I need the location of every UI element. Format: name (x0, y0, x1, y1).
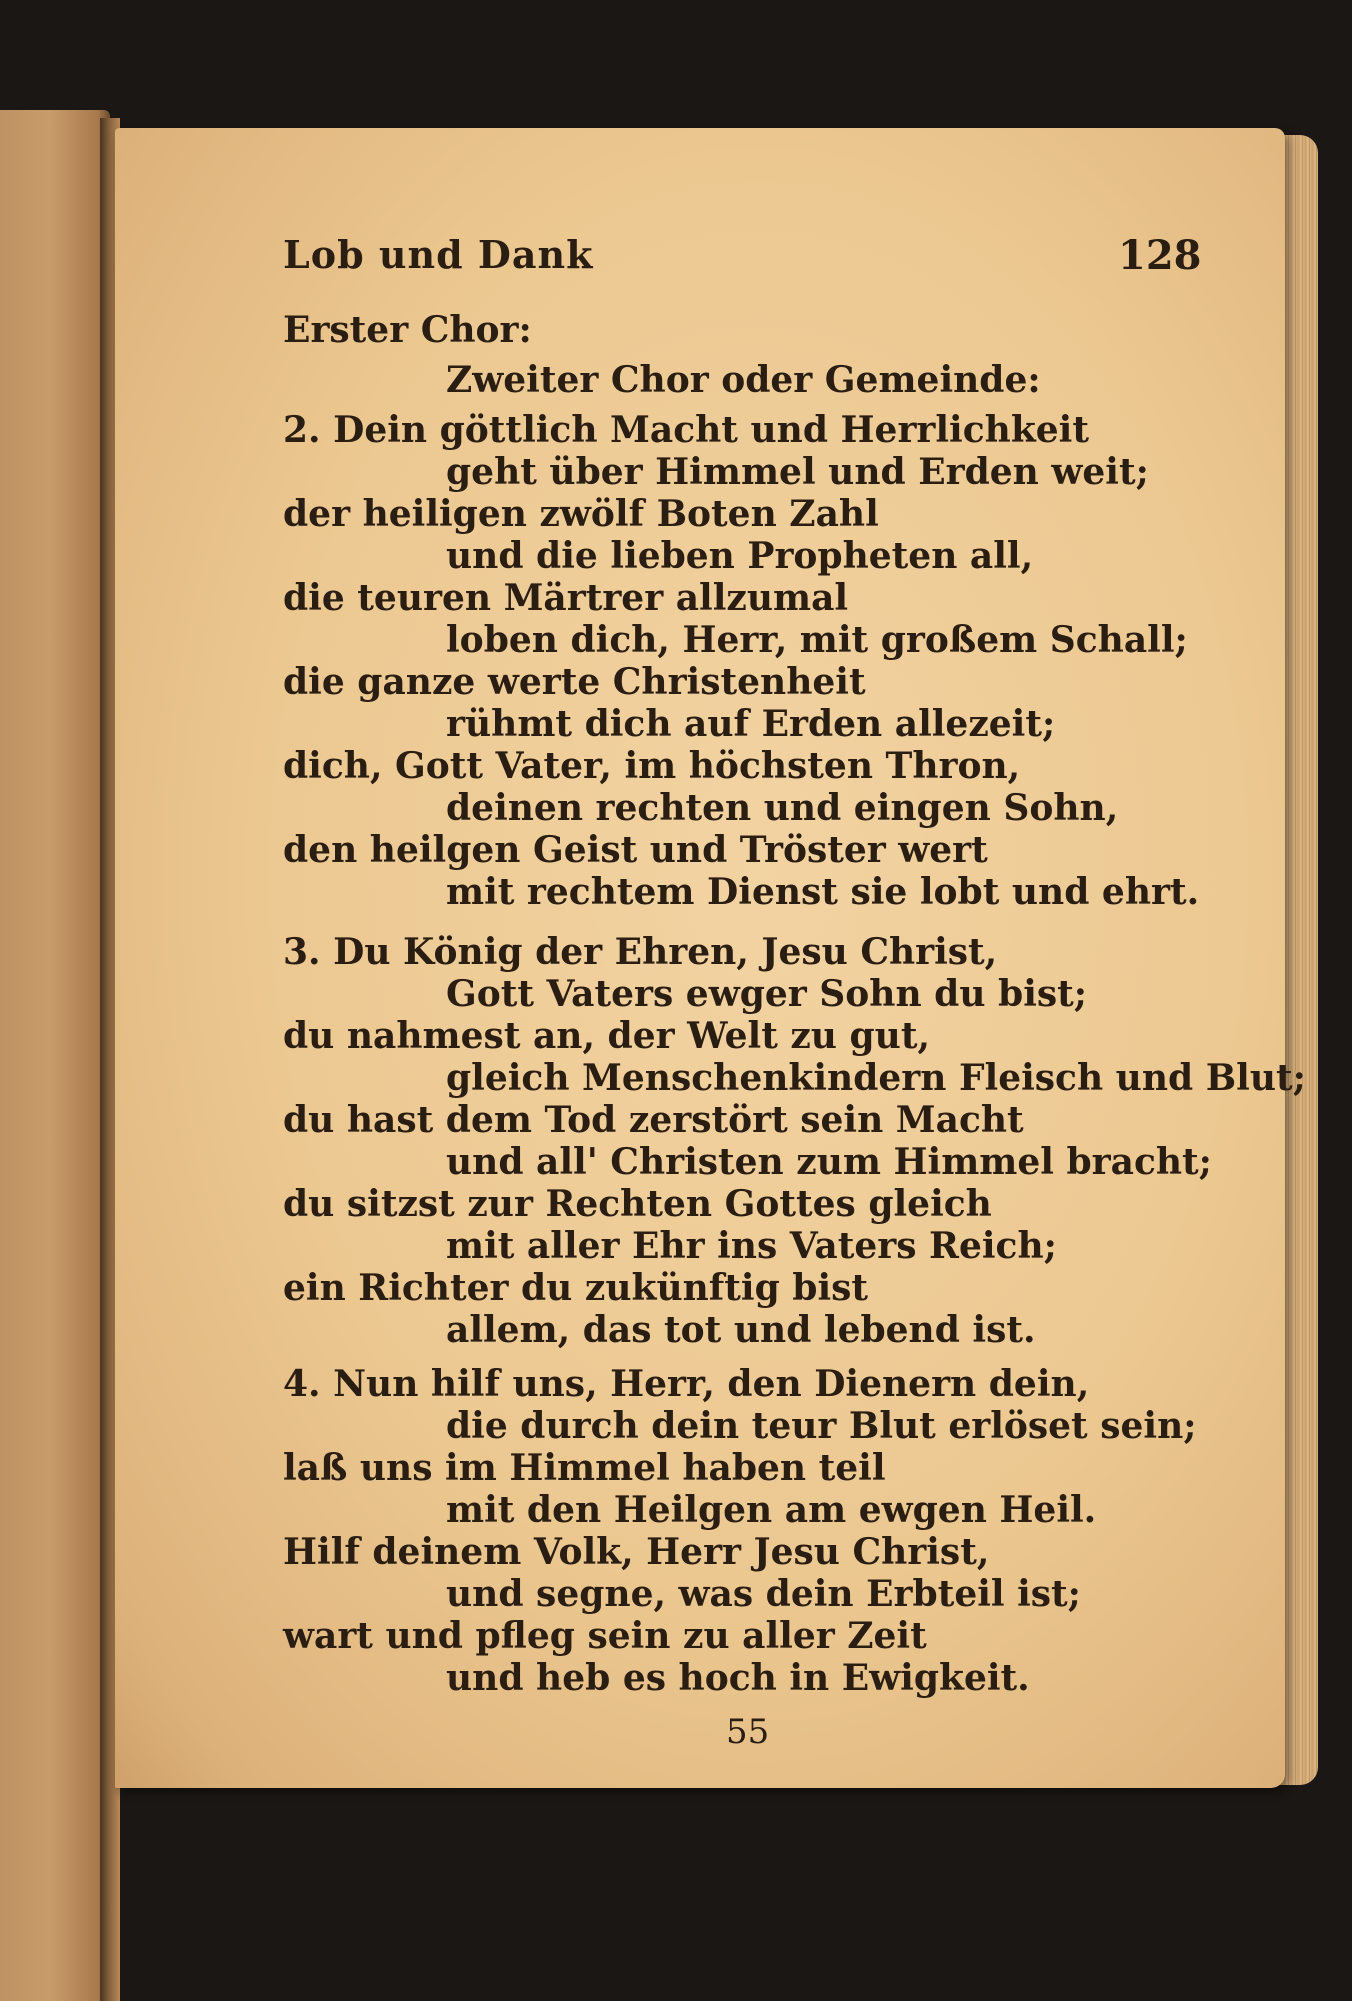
verse-line: du nahmest an, der Welt zu gut, (283, 1015, 931, 1057)
verse-line: mit aller Ehr ins Vaters Reich; (446, 1225, 1057, 1267)
verse-line: und heb es hoch in Ewigkeit. (446, 1657, 1030, 1699)
verse-line: allem, das tot und lebend ist. (446, 1309, 1036, 1351)
verse-line: geht über Himmel und Erden weit; (446, 451, 1149, 493)
verse-line: gleich Menschenkindern Fleisch und Blut; (446, 1057, 1306, 1099)
running-title: Lob und Dank (283, 232, 594, 277)
verse-line: Gott Vaters ewger Sohn du bist; (446, 973, 1088, 1015)
verse-line: die ganze werte Christenheit (283, 661, 866, 703)
verse-line: du sitzst zur Rechten Gottes gleich (283, 1183, 992, 1225)
verse-line: wart und pfleg sein zu aller Zeit (283, 1615, 927, 1657)
verse-line: loben dich, Herr, mit großem Schall; (446, 619, 1188, 661)
verse-line: dich, Gott Vater, im höchsten Thron, (283, 745, 1021, 787)
verse-line: die teuren Märtrer allzumal (283, 577, 849, 619)
verse-line: laß uns im Himmel haben teil (283, 1447, 886, 1489)
verse-line: deinen rechten und eingen Sohn, (446, 787, 1119, 829)
verse-line: 3. Du König der Ehren, Jesu Christ, (283, 931, 998, 973)
verse-line: du hast dem Tod zerstört sein Macht (283, 1099, 1024, 1141)
verse-line: 4. Nun hilf uns, Herr, den Dienern dein, (283, 1363, 1090, 1405)
page-number: 128 (1118, 232, 1202, 279)
folio-number: 55 (726, 1712, 770, 1752)
verse-line: den heilgen Geist und Tröster wert (283, 829, 988, 871)
verse-line: und segne, was dein Erbteil ist; (446, 1573, 1081, 1615)
verse-line: mit rechtem Dienst sie lobt und ehrt. (446, 871, 1200, 913)
left-page-edge (0, 110, 110, 2001)
verse-line: 2. Dein göttlich Macht und Herrlichkeit (283, 409, 1089, 451)
verse-line: der heiligen zwölf Boten Zahl (283, 493, 879, 535)
verse-line: Hilf deinem Volk, Herr Jesu Christ, (283, 1531, 990, 1573)
verse-line: rühmt dich auf Erden allezeit; (446, 703, 1056, 745)
verse-line: mit den Heilgen am ewgen Heil. (446, 1489, 1097, 1531)
verse-line: und all' Christen zum Himmel bracht; (446, 1141, 1212, 1183)
voice-label-first: Erster Chor: (283, 309, 532, 351)
verse-line: die durch dein teur Blut erlöset sein; (446, 1405, 1197, 1447)
voice-label-second: Zweiter Chor oder Gemeinde: (446, 359, 1041, 401)
verse-line: ein Richter du zukünftig bist (283, 1267, 869, 1309)
verse-line: und die lieben Propheten all, (446, 535, 1034, 577)
